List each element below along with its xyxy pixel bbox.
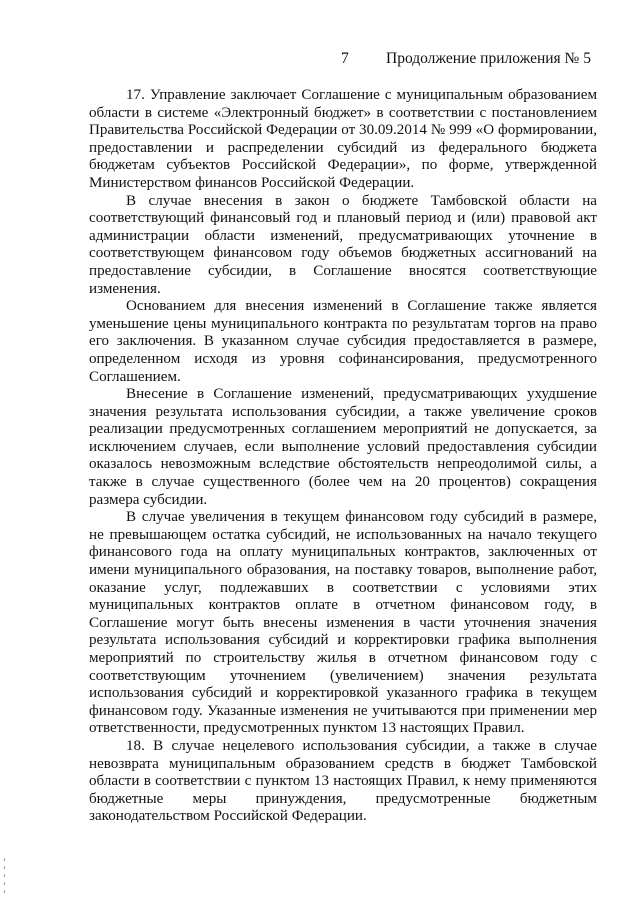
scan-edge-mark bbox=[4, 890, 5, 893]
paragraph-contract-price-reduction: Основанием для внесения изменений в Соглашение также является уменьшение цены муниципального контракта по результатам торгов на право его заключения. В указанном случае субсидия предоставляется в размере, определенном исходя из уровня софинансирования, предусмотренного Соглашением. bbox=[89, 298, 597, 385]
scan-edge-mark bbox=[4, 882, 5, 885]
paragraph-budget-law-changes: В случае внесения в закон о бюджете Тамбовской области на соответствующий финансовый год и плановый период и (или) правовой акт администрации области изменений, предусматривающих уточнение в соответствующем финансовом году объемов бюджетных ассигнований на предоставление субсидии, в Соглашение вносятся соответствующие изменения. bbox=[89, 192, 597, 297]
scan-edge-mark bbox=[4, 866, 5, 869]
paragraph-17-agreement: 17. Управление заключает Соглашение с муниципальным образованием области в системе «Электронный бюджет» в соответствии с постановлением Правительства Российской Федерации от 30.09.2014 № 999 «О формировании, предоставлении и распределении субсидий из федерального бюджета бюджетам субъектов Российской Федерации», по форме, утвержденной Министерством финансов Российской Федерации. bbox=[89, 87, 597, 191]
paragraph-18-misuse: 18. В случае нецелевого использования субсидии, а также в случае невозврата муниципальным образованием средств в бюджет Тамбовской области в соответствии с пунктом 13 настоящих Правил, к нему применяются бюджетные меры принуждения, предусмотренные бюджетным законодательством Российской Федерации. bbox=[89, 737, 597, 825]
document-body bbox=[89, 87, 597, 826]
paragraph-result-deterioration: Внесение в Соглашение изменений, предусматривающих ухудшение значения результата использования субсидии, а также увеличение сроков реализации предусмотренных соглашением мероприятий не допускается, за исключением случаев, если выполнение условий предоставления субсидии оказалось невозможным вследствие обстоятельств непреодолимой силы, а также в случае существенного (более чем на 20 процентов) сокращения размера субсидии. bbox=[89, 386, 597, 508]
appendix-continuation-label: Продолжение приложения № 5 bbox=[386, 50, 591, 67]
scan-edge-mark bbox=[4, 858, 5, 861]
page-header bbox=[0, 49, 640, 69]
scan-edge-mark bbox=[4, 874, 5, 877]
page-number: 7 bbox=[341, 50, 349, 67]
paragraph-subsidy-increase: В случае увеличения в текущем финансовом году субсидий в размере, не превышающем остатка субсидий, не использованных на начало текущего финансового года на оплату муниципальных контрактов, заключенных от имени муниципального образования, на поставку товаров, выполнение работ, оказание услуг, подлежавших в соответствии с условиями этих муниципальных контрактов оплате в отчетном финансовом году, в Соглашение могут быть внесены изменения в части уточнения значения результата использования субсидий и корректировки графика выполнения мероприятий по строительству жилья в отчетном финансовом году с соответствующим уточнением (увеличением) значения результата использования субсидий и корректировкой указанного графика в текущем финансовом году. Указанные изменения не учитываются при применении мер ответственности, предусмотренных пунктом 13 настоящих Правил. bbox=[89, 509, 597, 737]
